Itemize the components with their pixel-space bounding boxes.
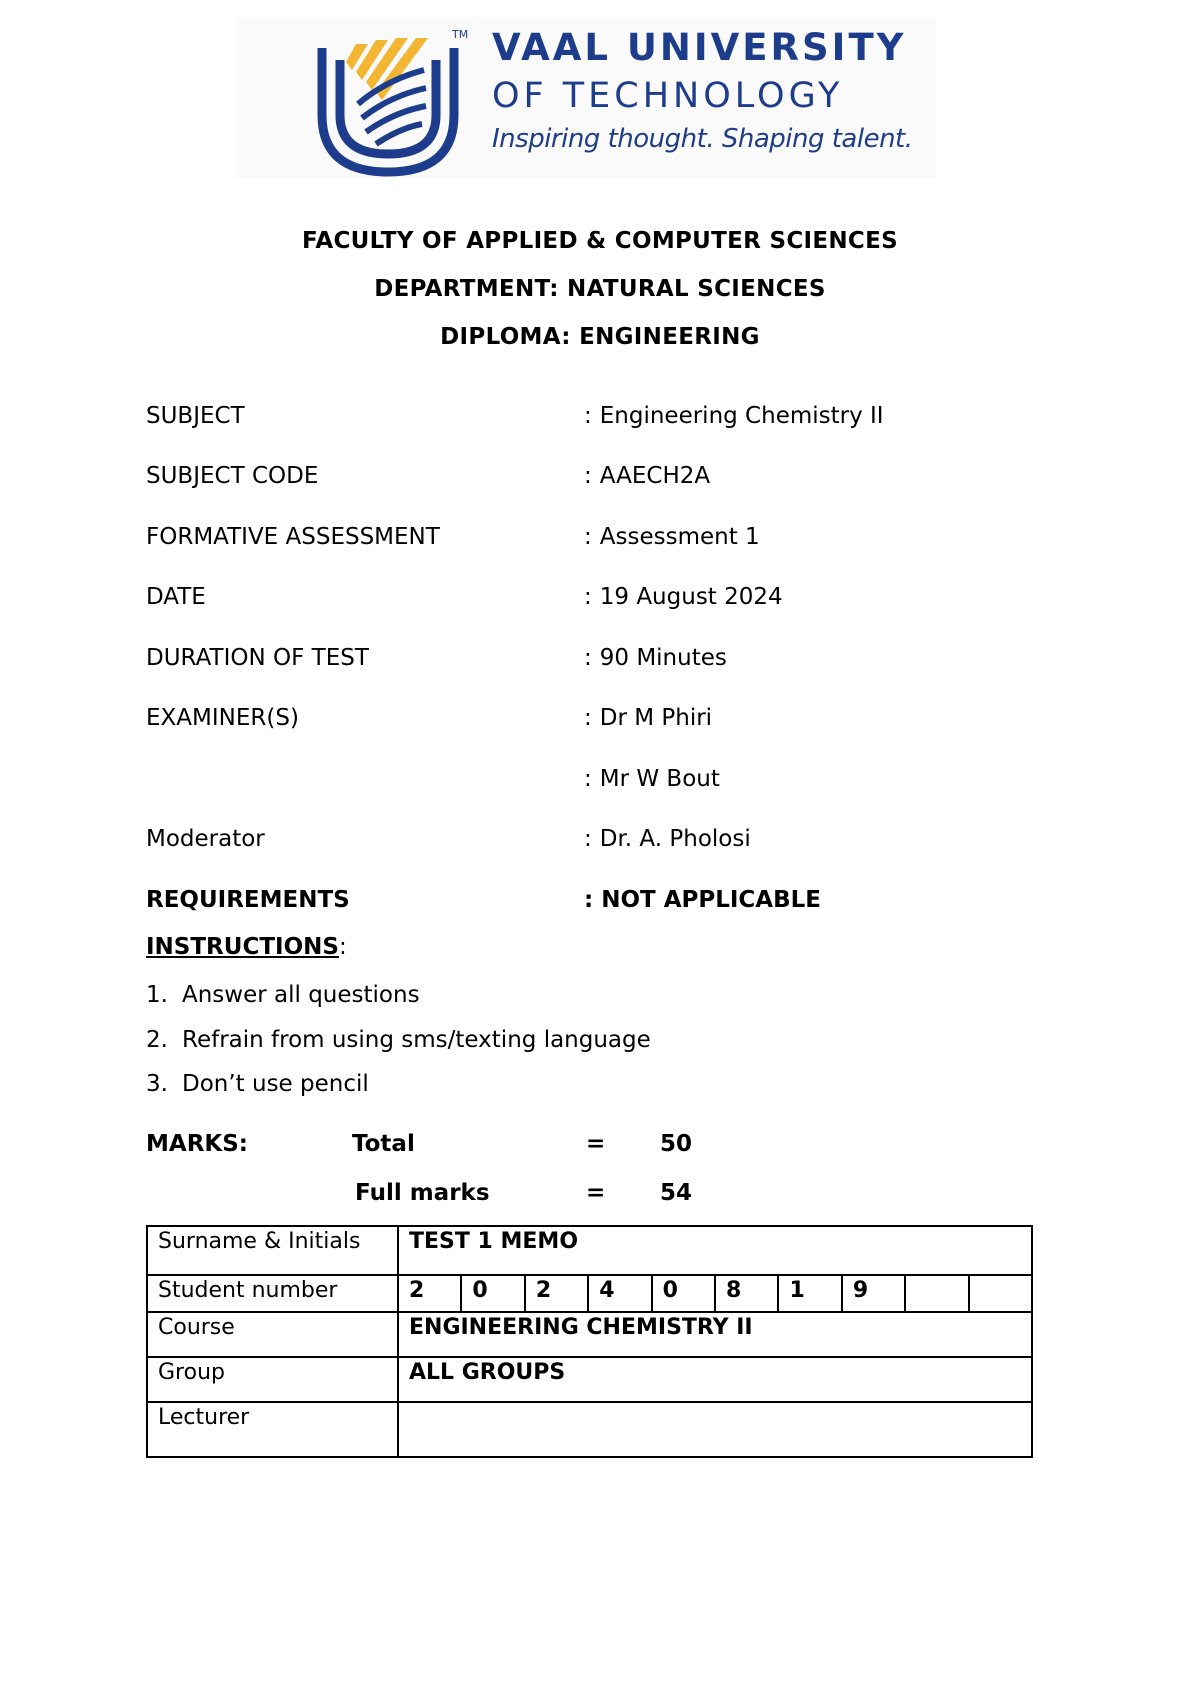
- moderator-value-wrap: [584, 826, 751, 852]
- lecturer-value[interactable]: [398, 1402, 1032, 1457]
- requirements-row: [146, 887, 1046, 917]
- surname-value[interactable]: TEST 1 MEMO: [398, 1226, 1032, 1275]
- instruction-item: [146, 1027, 651, 1053]
- university-logo: [236, 18, 936, 178]
- separator: :: [584, 524, 592, 550]
- moderator-label: Moderator: [146, 826, 265, 852]
- course-label: Course: [147, 1312, 398, 1357]
- course-value[interactable]: ENGINEERING CHEMISTRY II: [398, 1312, 1032, 1357]
- instruction-number: 2.: [146, 1027, 168, 1053]
- diploma-heading: DIPLOMA: ENGINEERING: [440, 324, 760, 350]
- student-number-digit: 2: [399, 1276, 462, 1311]
- student-number-digit: 4: [589, 1276, 652, 1311]
- student-number-digit: 0: [653, 1276, 716, 1311]
- subject-code-value: AAECH2A: [599, 463, 711, 489]
- separator: :: [584, 705, 592, 731]
- total-value: 50: [660, 1131, 693, 1157]
- student-number-digit: 9: [843, 1276, 906, 1311]
- marks-total-row: [146, 1131, 846, 1161]
- separator: :: [584, 887, 594, 913]
- university-name-line2: OF TECHNOLOGY: [492, 76, 844, 116]
- examiner2-value-wrap: [584, 766, 720, 792]
- subject-value-wrap: [584, 403, 884, 429]
- subject-label: SUBJECT: [146, 403, 245, 429]
- student-number-field[interactable]: [398, 1275, 1032, 1312]
- date-label: DATE: [146, 584, 206, 610]
- student-number-label: Student number: [147, 1275, 398, 1312]
- requirements-label: REQUIREMENTS: [146, 887, 350, 913]
- full-marks-label: Full marks: [355, 1180, 490, 1206]
- trademark-mark: TM: [452, 28, 469, 41]
- separator: :: [584, 463, 592, 489]
- student-details-table: [146, 1225, 1033, 1458]
- marks-full-row: [146, 1180, 846, 1210]
- instruction-number: 3.: [146, 1071, 168, 1097]
- instruction-text: Refrain from using sms/texting language: [182, 1027, 651, 1053]
- subject-code-row: [146, 463, 1046, 493]
- duration-value-wrap: [584, 645, 727, 671]
- instruction-item: [146, 982, 420, 1008]
- surname-label: Surname & Initials: [147, 1226, 398, 1275]
- table-row: [147, 1312, 1032, 1357]
- instructions-title: INSTRUCTIONS: [146, 934, 339, 960]
- assessment-row: [146, 524, 1046, 554]
- equals-sign: =: [586, 1131, 606, 1157]
- instruction-item: [146, 1071, 369, 1097]
- subject-value: Engineering Chemistry II: [599, 403, 884, 429]
- duration-label: DURATION OF TEST: [146, 645, 369, 671]
- date-value-wrap: [584, 584, 783, 610]
- student-number-digit: 1: [779, 1276, 842, 1311]
- moderator-row: [146, 826, 1046, 856]
- separator: :: [584, 826, 592, 852]
- instructions-heading: [146, 934, 347, 960]
- student-number-digits: [399, 1276, 1031, 1311]
- university-tagline: Inspiring thought. Shaping talent.: [492, 124, 913, 154]
- assessment-label: FORMATIVE ASSESSMENT: [146, 524, 440, 550]
- examiner1-value-wrap: [584, 705, 712, 731]
- table-row: [147, 1402, 1032, 1457]
- instruction-text: Answer all questions: [182, 982, 420, 1008]
- subject-code-label: SUBJECT CODE: [146, 463, 319, 489]
- requirements-value: NOT APPLICABLE: [601, 887, 822, 913]
- instruction-number: 1.: [146, 982, 168, 1008]
- duration-value: 90 Minutes: [599, 645, 727, 671]
- date-value: 19 August 2024: [599, 584, 783, 610]
- full-marks-value: 54: [660, 1180, 693, 1206]
- table-row: [147, 1275, 1032, 1312]
- department-heading: DEPARTMENT: NATURAL SCIENCES: [374, 276, 826, 302]
- university-emblem-icon: [316, 30, 461, 180]
- student-number-digit: 8: [716, 1276, 779, 1311]
- examiner1-value: Dr M Phiri: [599, 705, 713, 731]
- date-row: [146, 584, 1046, 614]
- student-number-digit: [970, 1276, 1031, 1311]
- separator: :: [584, 584, 592, 610]
- subject-code-value-wrap: [584, 463, 710, 489]
- instructions-title-suffix: :: [338, 934, 347, 960]
- table-row: [147, 1226, 1032, 1275]
- examiner2-row: [146, 766, 1046, 796]
- student-number-digit: 0: [462, 1276, 525, 1311]
- marks-label: MARKS:: [146, 1131, 248, 1157]
- equals-sign: =: [586, 1180, 606, 1206]
- moderator-value: Dr. A. Pholosi: [599, 826, 751, 852]
- duration-row: [146, 645, 1046, 675]
- lecturer-label: Lecturer: [147, 1402, 398, 1457]
- student-number-digit: 2: [526, 1276, 589, 1311]
- separator: :: [584, 645, 592, 671]
- instruction-text: Don’t use pencil: [182, 1071, 369, 1097]
- requirements-value-wrap: [584, 887, 821, 913]
- separator: :: [584, 766, 592, 792]
- assessment-value: Assessment 1: [599, 524, 760, 550]
- subject-row: [146, 403, 1046, 433]
- group-label: Group: [147, 1357, 398, 1402]
- faculty-heading: FACULTY OF APPLIED & COMPUTER SCIENCES: [302, 228, 898, 254]
- assessment-value-wrap: [584, 524, 760, 550]
- separator: :: [584, 403, 592, 429]
- student-number-digit: [906, 1276, 969, 1311]
- examiner2-value: Mr W Bout: [599, 766, 720, 792]
- examiners-label: EXAMINER(S): [146, 705, 299, 731]
- university-name-line1: VAAL UNIVERSITY: [492, 26, 907, 69]
- examiners-row: [146, 705, 1046, 735]
- group-value[interactable]: ALL GROUPS: [398, 1357, 1032, 1402]
- total-label: Total: [352, 1131, 415, 1157]
- table-row: [147, 1357, 1032, 1402]
